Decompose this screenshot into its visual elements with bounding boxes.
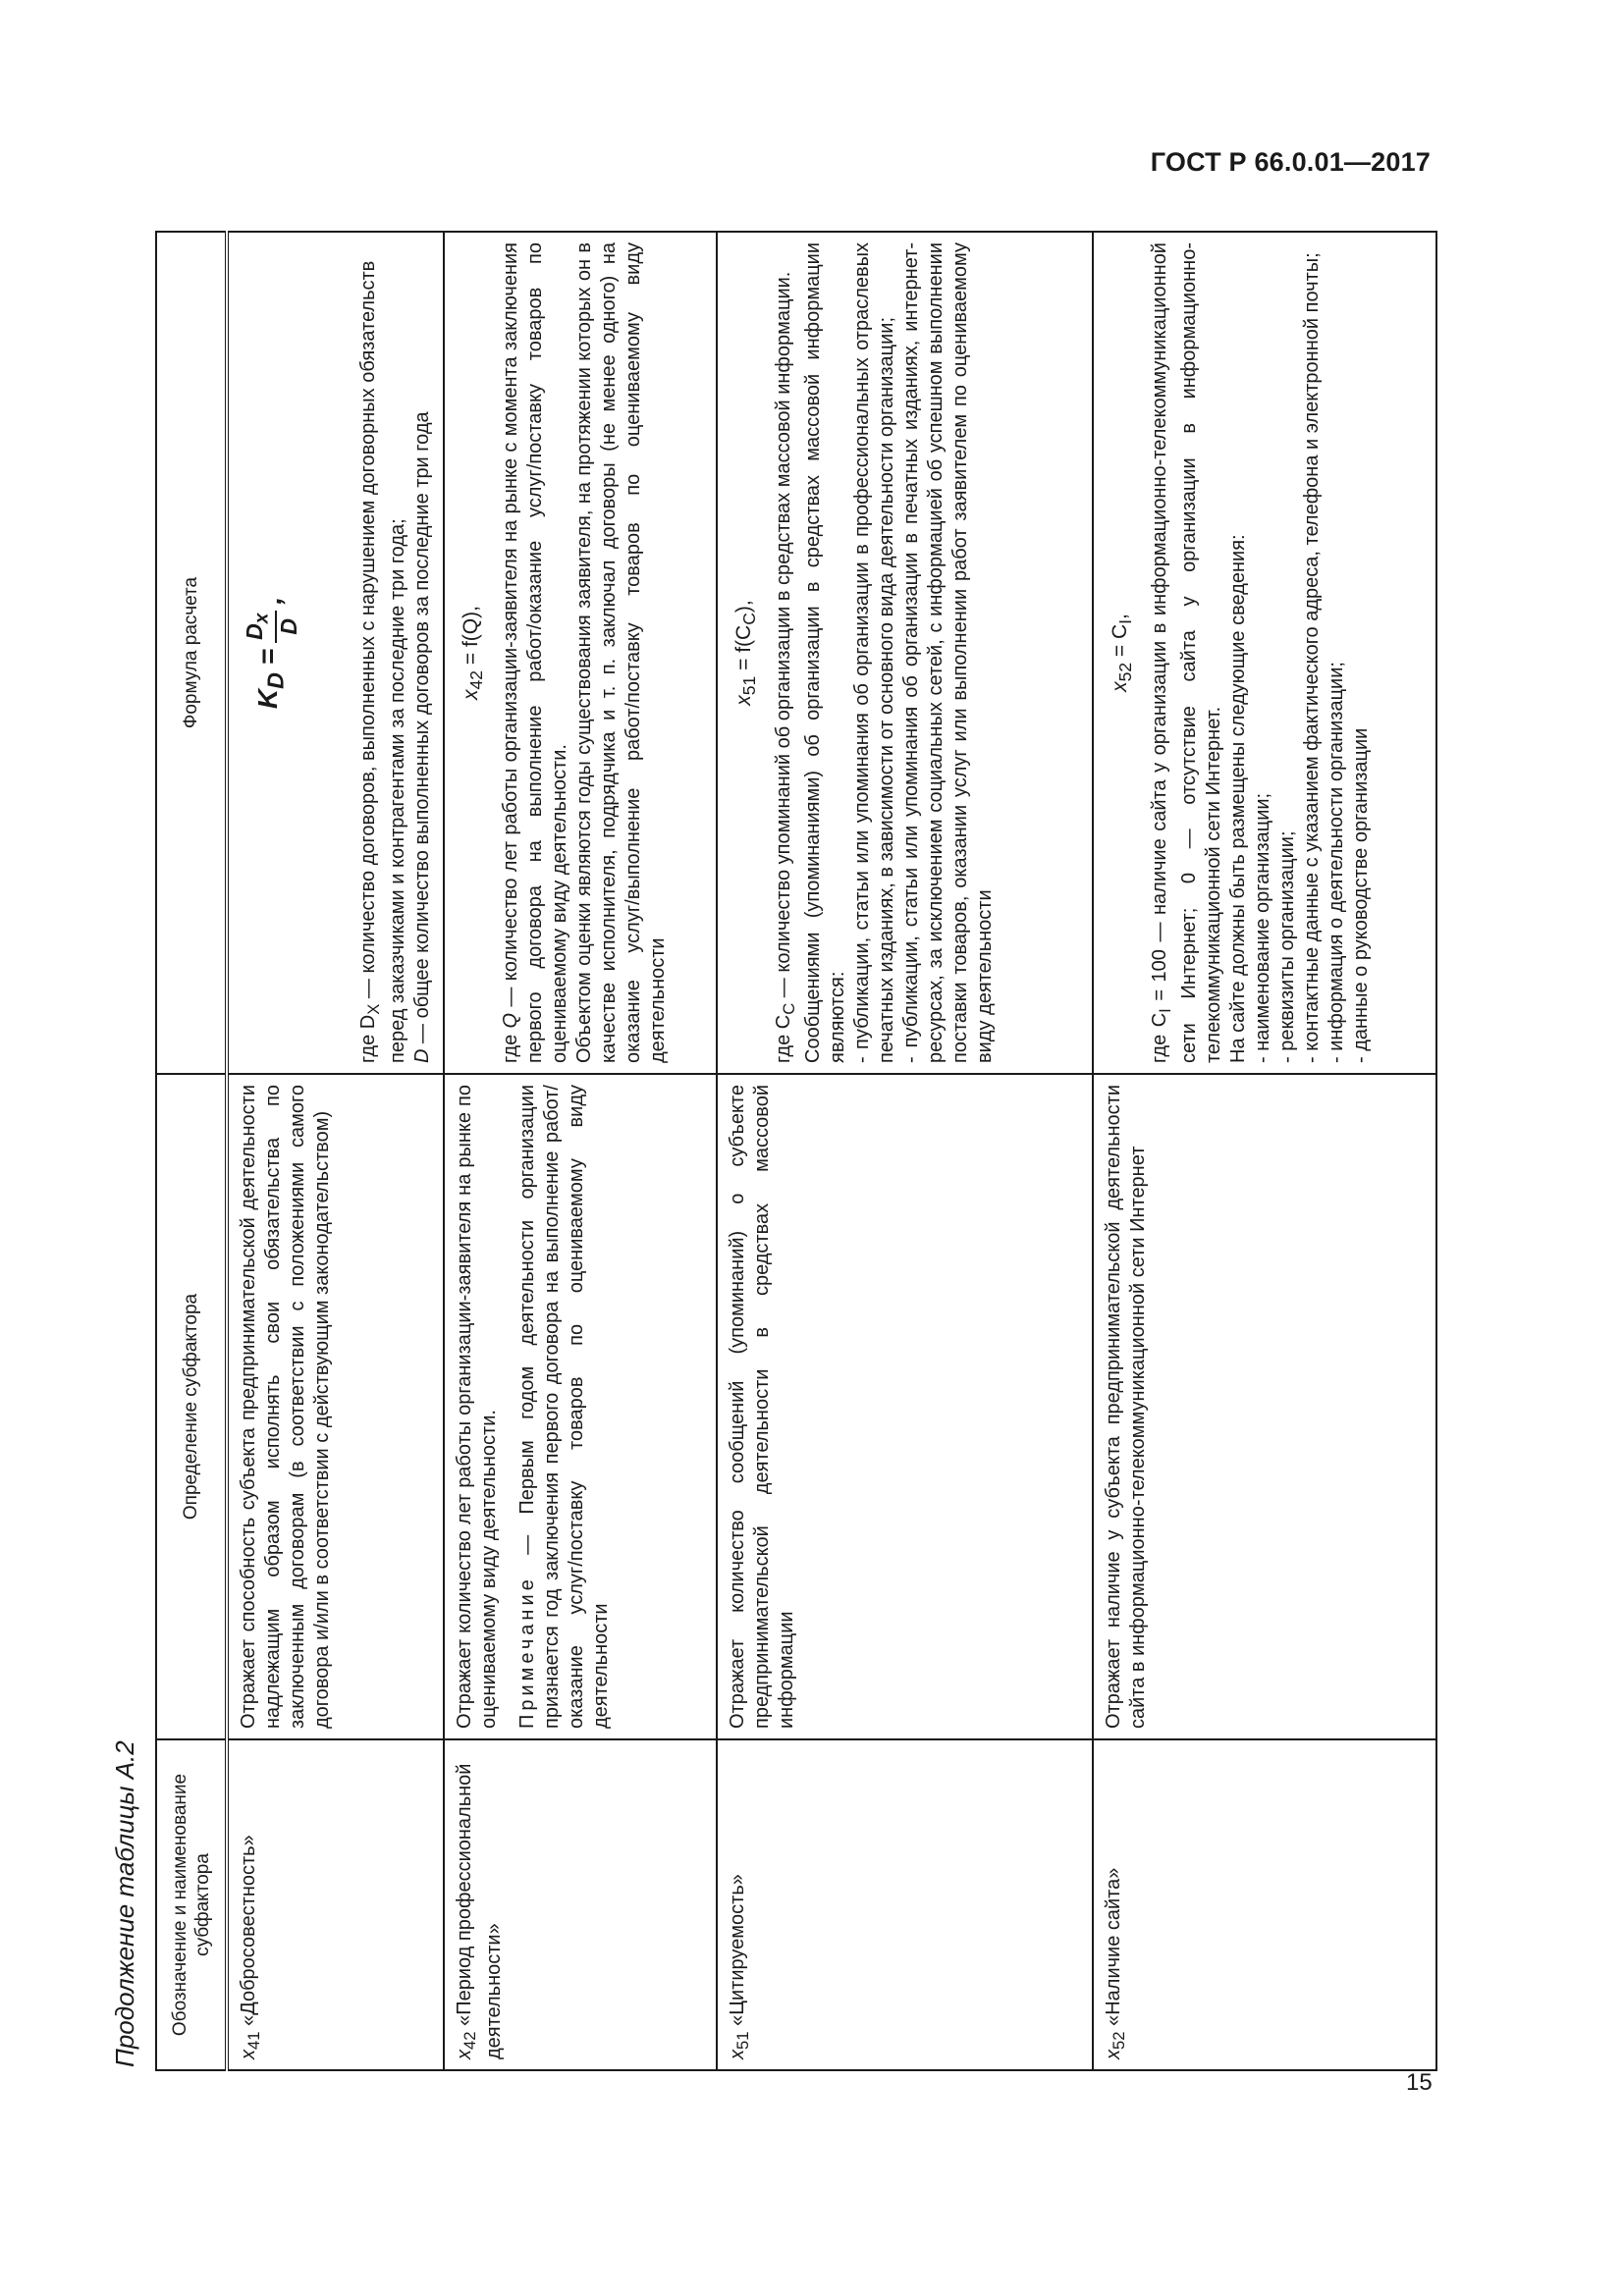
page-number: 15 [1406, 2069, 1433, 2096]
cell-formula [717, 232, 1092, 1074]
formula-explanation: где Q — количество лет работы организации-заявителя на рынке с момента заключения первого договора на выполнение работ/оказание услуг/поставку товаров по оцениваемому виду деятельности. [500, 242, 571, 1063]
list-item: - данные о руководстве организации [1349, 727, 1372, 1063]
table-caption: Продолжение таблицы А.2 [110, 1740, 139, 2067]
table-header-row [156, 232, 227, 2070]
formula-explanation: Объектом оценки являются годы существования заявителя, на протяжении которых он в качестве исполнителя, подрядчика и т. п. заключал договоры (не менее одного) на оказание услуг/выполнение работ/поставку товаров по оцениваемому виду деятельности [573, 242, 670, 1063]
cell-definition: Отражает наличие у субъекта предпринимательской деятельности сайта в информационно-телекоммуникационной сети Интернет [1093, 1074, 1436, 1739]
standard-code: ГОСТ Р 66.0.01—2017 [1150, 147, 1431, 177]
header-formula: Формула расчета [156, 232, 227, 1074]
table-row [444, 232, 717, 2070]
formula-explanation: На сайте должны быть размещены следующие сведения: [1226, 534, 1249, 1063]
formula-explanation: Сообщениями (упоминаниями) об организации в средствах массовой информации являются: [802, 242, 849, 1063]
cell-definition: Отражает способность субъекта предпринимательской деятельности надлежащим образом исполнять свои обязательства по заключенным договорам (в соответствии с положениями самого договора и/или в соответствии с действующим законодательством) [227, 1074, 444, 1739]
list-item: - публикации, статьи или упоминания об организации в печатных изданиях, интернет-ресурсах, за исключением социальных сетей, с информацией об успешном выполнении поставки товаров, оказании услуг или выполнении работ заявителем по оцениваемому виду деятельности [900, 242, 997, 1063]
list-item: - публикации, статьи или упоминания об организации в профессиональных отраслевых печатных изданиях, в зависимости от основного вида деятельности организации; [851, 242, 898, 1063]
formula-explanation: D — общее количество выполненных договоров за последние три года [410, 411, 433, 1063]
table-row [1093, 232, 1436, 2070]
formula-x51: $x_{51} = f(C_C)$, [732, 600, 760, 706]
list-item: - контактные данные с указанием фактического адреса, телефона и электронной почты; [1300, 252, 1323, 1063]
cell-designation: $x_{41}$ «Добросовестность» [227, 1739, 444, 2070]
header-designation: Обозначение и наименование субфактора [156, 1739, 227, 2070]
subfactor-table [155, 231, 1437, 2071]
header-definition: Определение субфактора [156, 1074, 227, 1739]
cell-designation: $x_{42}$ «Период профессиональной деятельности» [444, 1739, 717, 2070]
rotated-table-sheet [110, 108, 1485, 2071]
cell-formula [444, 232, 717, 1074]
formula-explanation: где $C_I = 100$ — наличие сайта у организации в информационно-телекоммуникационной сети Интернет; 0 — отсутствие сайта у организации в информационно-телекоммуникационной сети Интернет. [1148, 242, 1224, 1063]
formula-x52: $x_{52} = C_I$, [1108, 614, 1135, 692]
table-row [227, 232, 444, 2070]
cell-designation: $x_{51}$ «Цитируемость» [717, 1739, 1092, 2070]
formula-explanation: где $C_C$ — количество упоминаний об организации в средствах массовой информации. [773, 271, 799, 1063]
cell-definition: Отражает количество сообщений (упоминаний) о субъекте предпринимательской деятельности в средствах массовой информации [717, 1074, 1092, 1739]
formula-kd: $K_D$ = $D_x$ D , [242, 596, 301, 710]
cell-formula [1093, 232, 1436, 1074]
formula-x42: $x_{42} = f(Q)$, [459, 606, 487, 700]
formula-explanation: где $D_X$ — количество договоров, выполненных с нарушением договорных обязательств перед заказчиками и контрагентами за последние три года; [356, 260, 408, 1063]
table-row [717, 232, 1092, 2070]
cell-formula [227, 232, 444, 1074]
cell-definition: Отражает количество лет работы организации-заявителя на рынке по оцениваемому виду деятельности. Примечание — Первым годом деятельности организации признается год заключения первого договора на выполнение работ/оказание услуг/поставку товаров по оцениваемому виду деятельности [444, 1074, 717, 1739]
list-item: - информация о деятельности организации; [1325, 662, 1347, 1063]
list-item: - реквизиты организации; [1275, 830, 1298, 1063]
definition-note: Примечание — Первым годом деятельности организации признается год заключения первого договора на выполнение работ/оказание услуг/поставку товаров по оцениваемому виду деятельности [515, 1085, 612, 1729]
list-item: - наименование организации; [1251, 792, 1273, 1063]
cell-designation: $x_{52}$ «Наличие сайта» [1093, 1739, 1436, 2070]
